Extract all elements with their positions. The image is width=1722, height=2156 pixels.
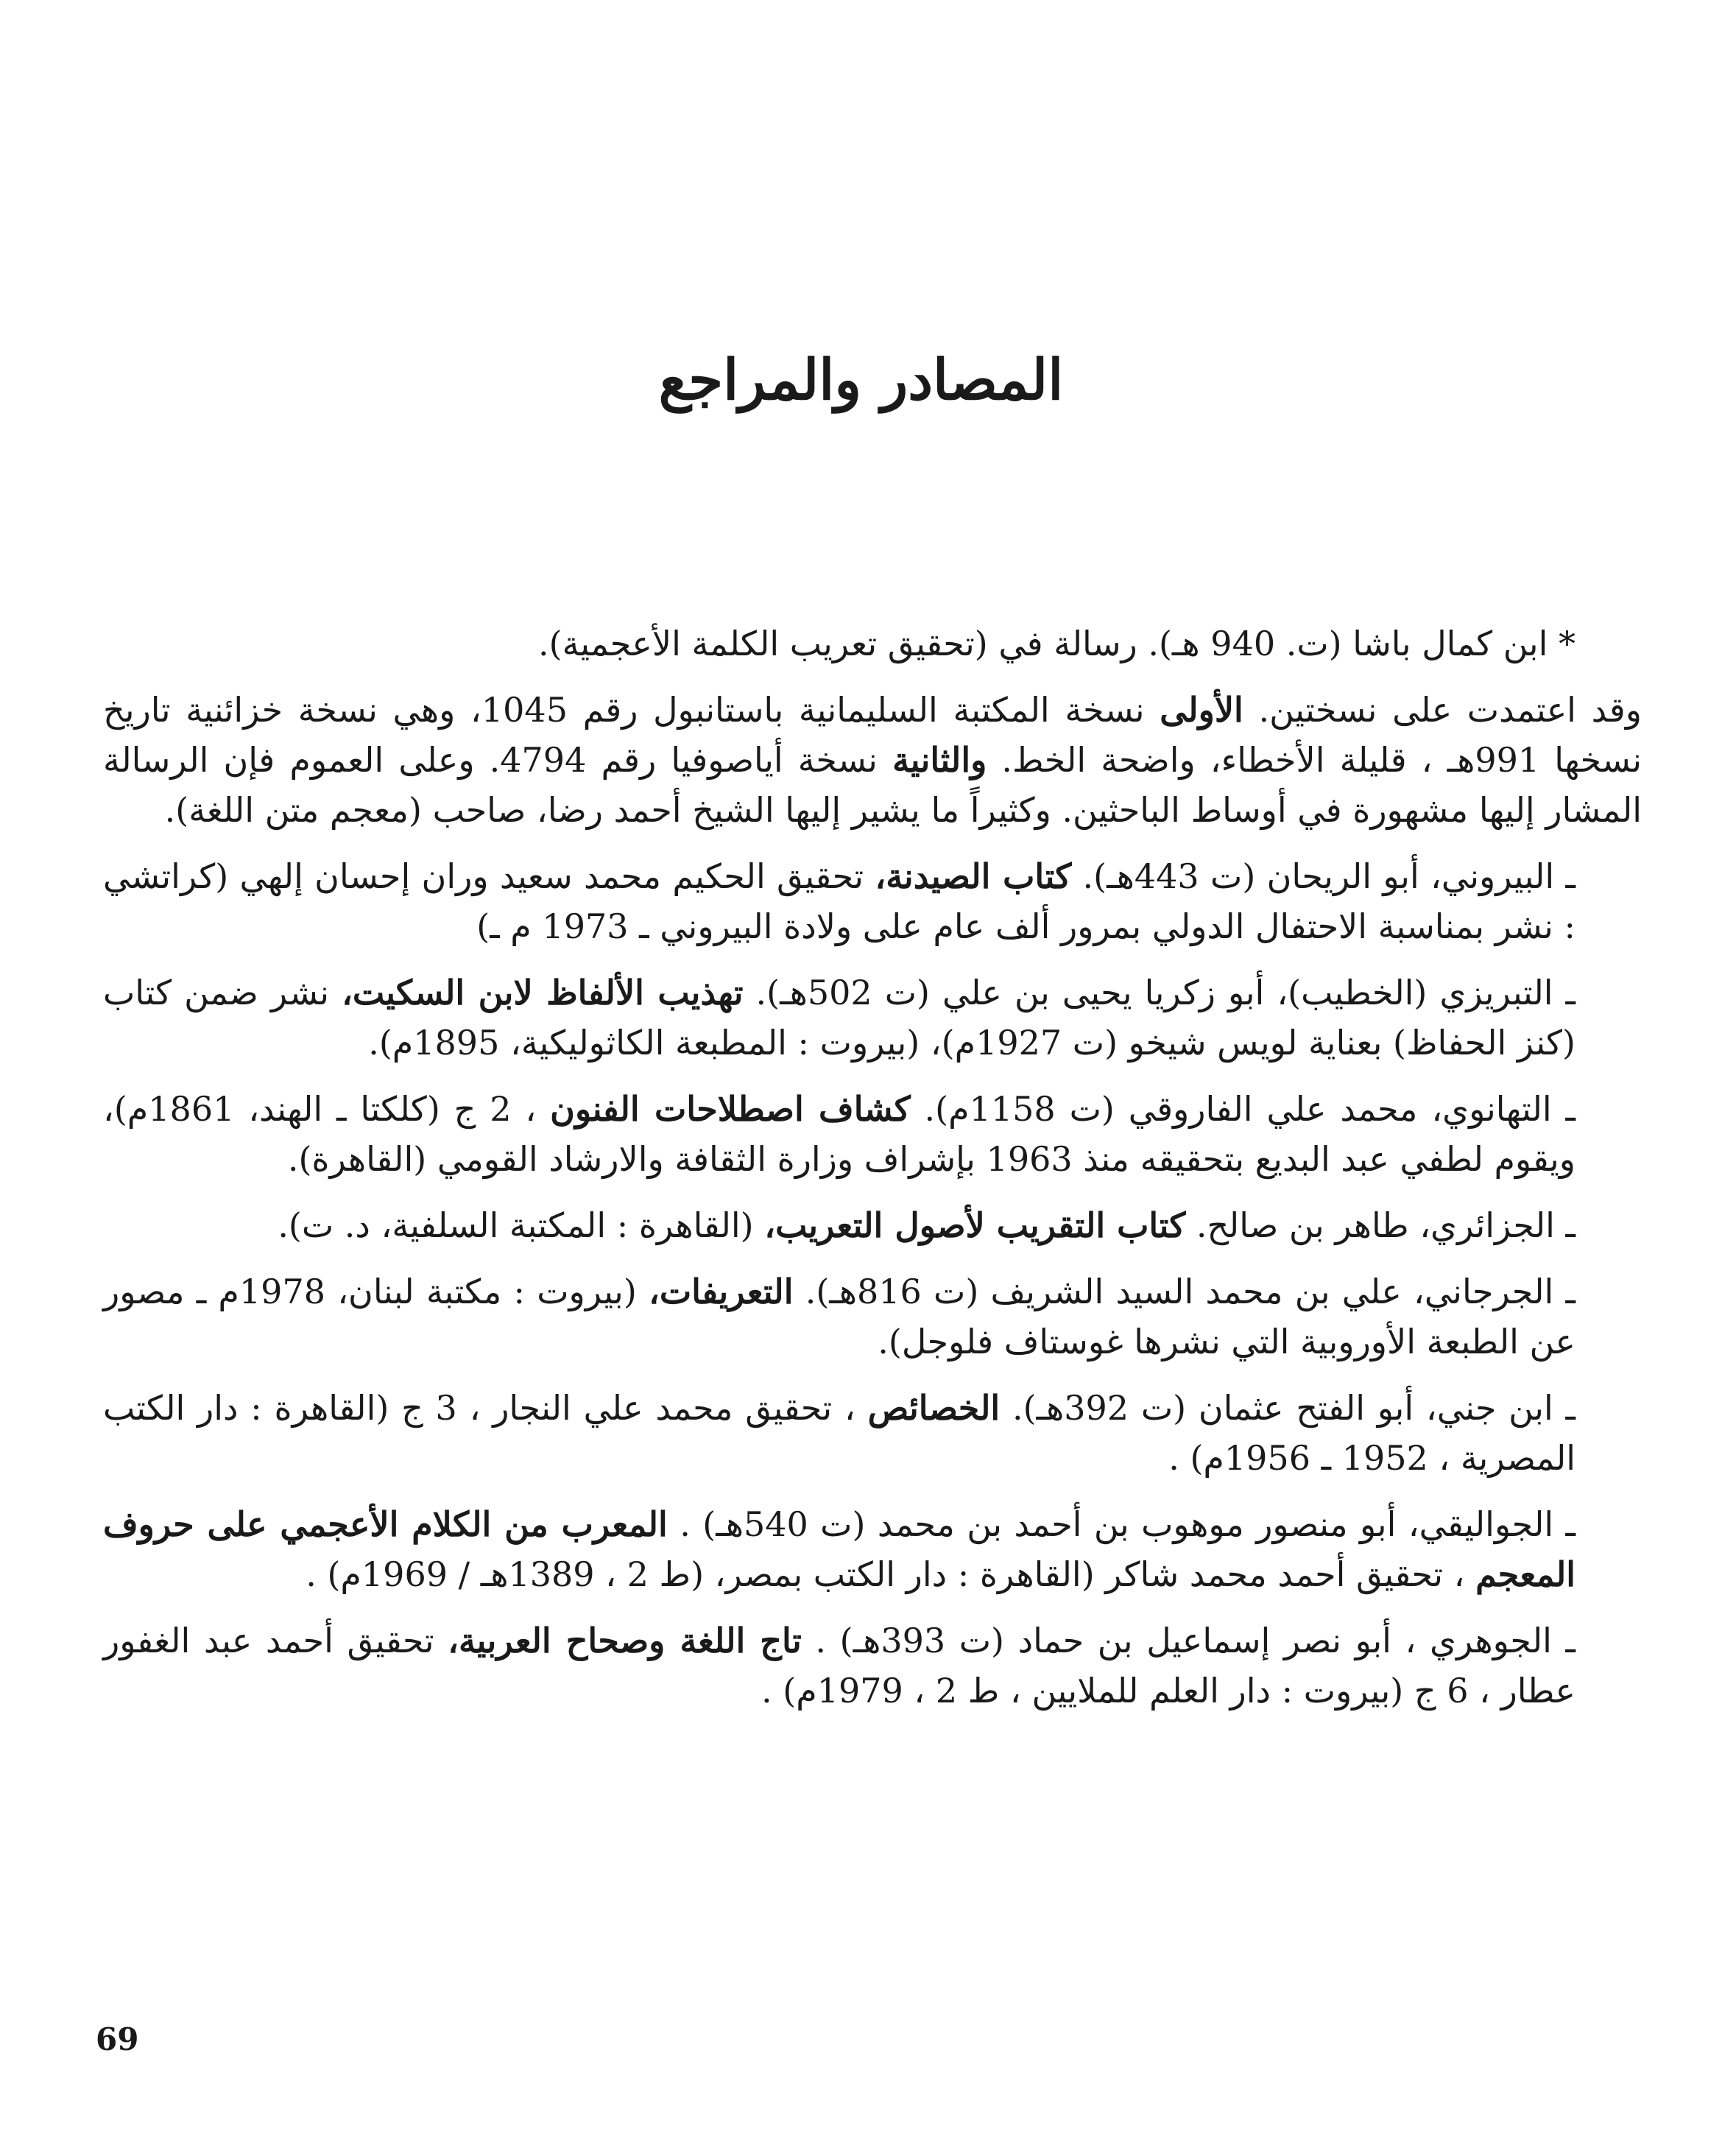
reference-entry (103, 1200, 1642, 1250)
entry-text: ـ البيروني، أبو الريحان (ت 443هـ). (1071, 856, 1575, 896)
entry-bold-text: الأولى (1160, 690, 1243, 730)
reference-entry (103, 968, 1642, 1068)
entry-book-title: التعريفات، (648, 1272, 794, 1311)
entry-text: تحقيق الحكيم محمد سعيد وران إحسان إلهي (كراتشي : نشر بمناسبة الاحتفال الدولي بمرور ألف عام على ولادة البيروني ـ 1973 م ـ) (103, 856, 1575, 946)
entry-text: وقد اعتمدت على نسختين. (1243, 690, 1642, 730)
entry-text: ـ الجزائري، طاهر بن صالح. (1185, 1205, 1575, 1245)
entry-text: (القاهرة : المكتبة السلفية، د. ت). (278, 1205, 765, 1245)
reference-entry (103, 1616, 1642, 1716)
reference-entry (103, 1084, 1642, 1184)
entry-text: ، تحقيق أحمد محمد شاكر (القاهرة : دار الكتب بمصر، (ط 2 ، 1389هـ / 1969م) . (306, 1554, 1476, 1594)
entry-text: تحقيق أحمد عبد الغفور عطار ، 6 ج (بيروت : دار العلم للملايين ، ط 2 ، 1979م) . (103, 1621, 1575, 1711)
reference-entry (103, 1383, 1642, 1483)
entry-text: نسخة المكتبة السليمانية باستانبول رقم 1045، وهي نسخة خزائنية تاريخ نسخها 991هـ ، قليلة الأخطاء، واضحة الخط. (103, 690, 1642, 780)
entry-text: ـ التبريزي (الخطيب)، أبو زكريا يحيى بن علي (ت 502هـ). (743, 973, 1575, 1012)
entry-text: * ابن كمال باشا (ت. 940 هـ). رسالة في (تحقيق تعريب الكلمة الأعجمية). (538, 624, 1575, 663)
entry-text: ، تحقيق محمد علي النجار ، 3 ج (القاهرة : دار الكتب المصرية ، 1952 ـ 1956م) . (103, 1388, 1575, 1478)
reference-entry (103, 851, 1642, 951)
entry-book-title: تهذيب الألفاظ لابن السكيت، (342, 973, 744, 1012)
entry-text: ـ الجوهري ، أبو نصر إسماعيل بن حماد (ت 393هـ) . (801, 1621, 1576, 1660)
entry-book-title: تاج اللغة وصحاح العربية، (448, 1621, 802, 1660)
entry-bold-text: والثانية (892, 740, 987, 780)
entry-text: ـ ابن جني، أبو الفتح عثمان (ت 392هـ). (1000, 1388, 1576, 1428)
entry-text: ، 2 ج (كلكتا ـ الهند، 1861م)، ويقوم لطفي عبد البديع بتحقيقه منذ 1963 بإشراف وزارة الثقافة والارشاد القومي (القاهرة). (103, 1089, 1575, 1179)
entry-text: نسخة أياصوفيا رقم 4794. وعلى العموم فإن الرسالة المشار إليها مشهورة في أوساط الباحثين. وكثيراً ما يشير إليها الشيخ أحمد رضا، صاحب (معجم متن اللغة). (103, 740, 1642, 830)
reference-entry (103, 1267, 1642, 1367)
entry-text: ـ التهانوي، محمد علي الفاروقي (ت 1158م). (910, 1089, 1576, 1129)
page-title: المصادر والمراجع (658, 347, 1064, 412)
entry-book-title: كتاب التقريب لأصول التعريب، (764, 1205, 1186, 1245)
entry-text: ـ الجواليقي، أبو منصور موهوب بن أحمد بن محمد (ت 540هـ) . (667, 1504, 1576, 1544)
entry-text: ـ الجرجاني، علي بن محمد السيد الشريف (ت 816هـ). (793, 1272, 1575, 1311)
references-list (103, 619, 1642, 1732)
entry-text: (بيروت : مكتبة لبنان، 1978م ـ مصور عن الطبعة الأوروبية التي نشرها غوستاف فلوجل). (103, 1272, 1575, 1361)
entry-book-title: المعرب من الكلام الأعجمي على حروف المعجم (103, 1504, 1575, 1594)
reference-entry (103, 619, 1642, 669)
reference-entry (103, 1499, 1642, 1599)
page-number: 69 (96, 2021, 139, 2057)
entry-book-title: كتاب الصيدنة، (875, 856, 1072, 896)
reference-entry (103, 685, 1642, 835)
entry-text: نشر ضمن كتاب (كنز الحفاظ) بعناية لويس شيخو (ت 1927م)، (بيروت : المطبعة الكاثوليكية، 1895م). (103, 973, 1575, 1063)
entry-book-title: الخصائص (867, 1388, 1001, 1428)
entry-book-title: كشاف اصطلاحات الفنون (550, 1089, 911, 1129)
